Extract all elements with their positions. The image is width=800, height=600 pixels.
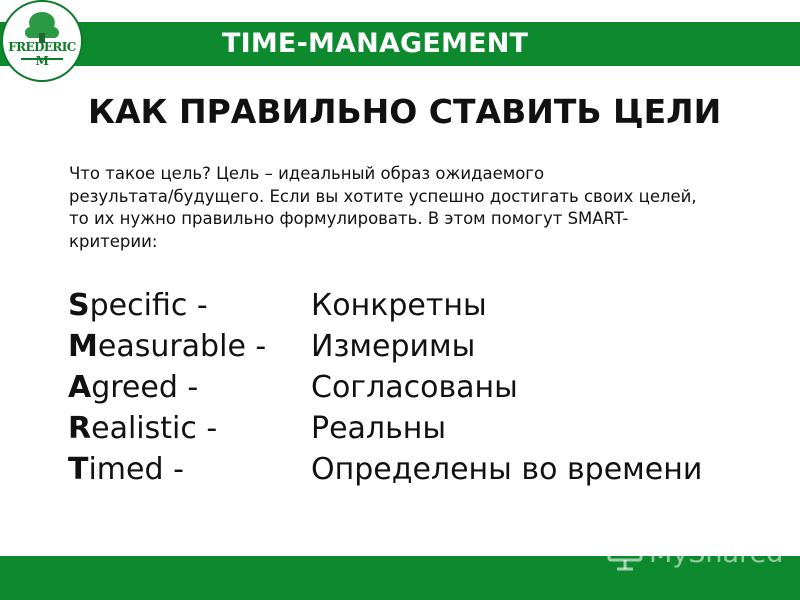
logo-text: FREDERIC M — [8, 40, 76, 68]
smart-translation: Конкретны — [311, 288, 487, 323]
smart-letter: R — [68, 411, 92, 446]
smart-term: imed - — [88, 452, 184, 487]
frederic-m-logo — [1, 0, 83, 82]
presentation-board-icon — [607, 536, 643, 572]
smart-letter: A — [68, 370, 92, 405]
header-title: TIME-MANAGEMENT — [222, 28, 529, 59]
smart-letter: T — [68, 452, 89, 487]
smart-criteria-list — [68, 285, 788, 490]
smart-item-timed — [68, 449, 788, 490]
smart-item-agreed — [68, 367, 788, 408]
smart-translation: Согласованы — [311, 370, 518, 405]
intro-line: то их нужно правильно формулировать. В этом помогут SMART- — [69, 209, 629, 228]
intro-line: Что такое цель? Цель – идеальный образ ожидаемого — [69, 164, 545, 183]
smart-term: pecific - — [89, 288, 208, 323]
watermark-text: MyShared — [649, 538, 784, 569]
intro-line: результата/будущего. Если вы хотите успешно достигать своих целей, — [69, 186, 697, 206]
smart-item-specific — [68, 285, 788, 326]
smart-translation: Определены во времени — [311, 452, 703, 487]
smart-letter: M — [68, 329, 98, 364]
smart-translation: Измеримы — [311, 329, 476, 364]
smart-item-measurable — [68, 326, 788, 367]
smart-term: greed - — [91, 370, 199, 405]
smart-item-realistic — [68, 408, 788, 449]
smart-term: easurable - — [97, 329, 267, 364]
smart-letter: S — [68, 288, 90, 323]
smart-translation: Реальны — [311, 411, 447, 446]
slide-title: КАК ПРАВИЛЬНО СТАВИТЬ ЦЕЛИ — [88, 92, 722, 131]
intro-line: критерии: — [69, 231, 158, 251]
smart-term: ealistic - — [91, 411, 218, 446]
intro-paragraph — [69, 163, 759, 253]
